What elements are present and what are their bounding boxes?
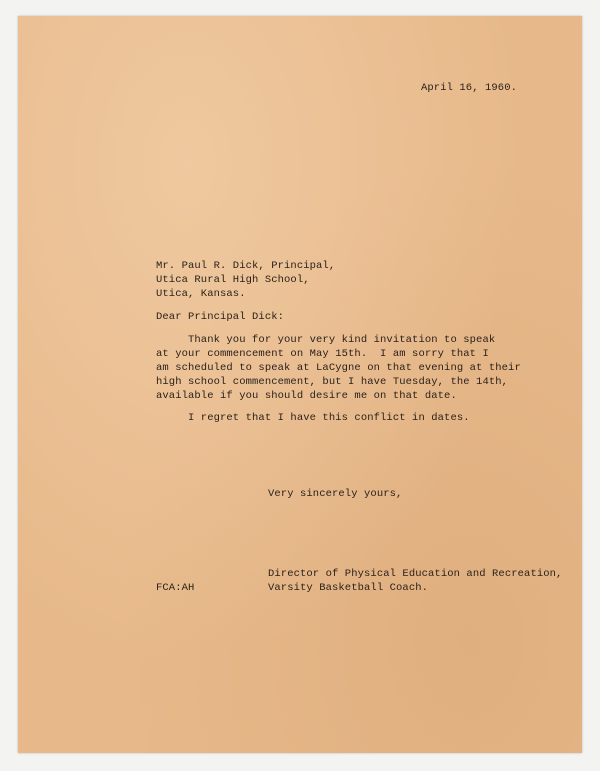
initials: FCA:AH [156, 582, 195, 594]
body-paragraph-1-line: am scheduled to speak at LaCygne on that evening at their [156, 362, 521, 374]
signature-title-1: Director of Physical Education and Recreation, [268, 568, 563, 580]
salutation: Dear Principal Dick: [156, 311, 285, 323]
body-paragraph-1-line: at your commencement on May 15th. I am sorry that I [156, 348, 489, 360]
signature-title-2: Varsity Basketball Coach. [268, 582, 429, 594]
body-paragraph-1-line: Thank you for your very kind invitation to speak [156, 334, 496, 346]
recipient-line-3: Utica, Kansas. [156, 288, 246, 300]
closing: Very sincerely yours, [268, 488, 403, 500]
recipient-line-1: Mr. Paul R. Dick, Principal, [156, 260, 336, 272]
recipient-line-2: Utica Rural High School, [156, 274, 310, 286]
letter-page [18, 16, 582, 753]
body-paragraph-1-line: available if you should desire me on that date. [156, 390, 457, 402]
body-paragraph-2: I regret that I have this conflict in dates. [156, 412, 470, 424]
body-paragraph-1-line: high school commencement, but I have Tuesday, the 14th, [156, 376, 509, 388]
letter-date: April 16, 1960. [421, 82, 518, 94]
